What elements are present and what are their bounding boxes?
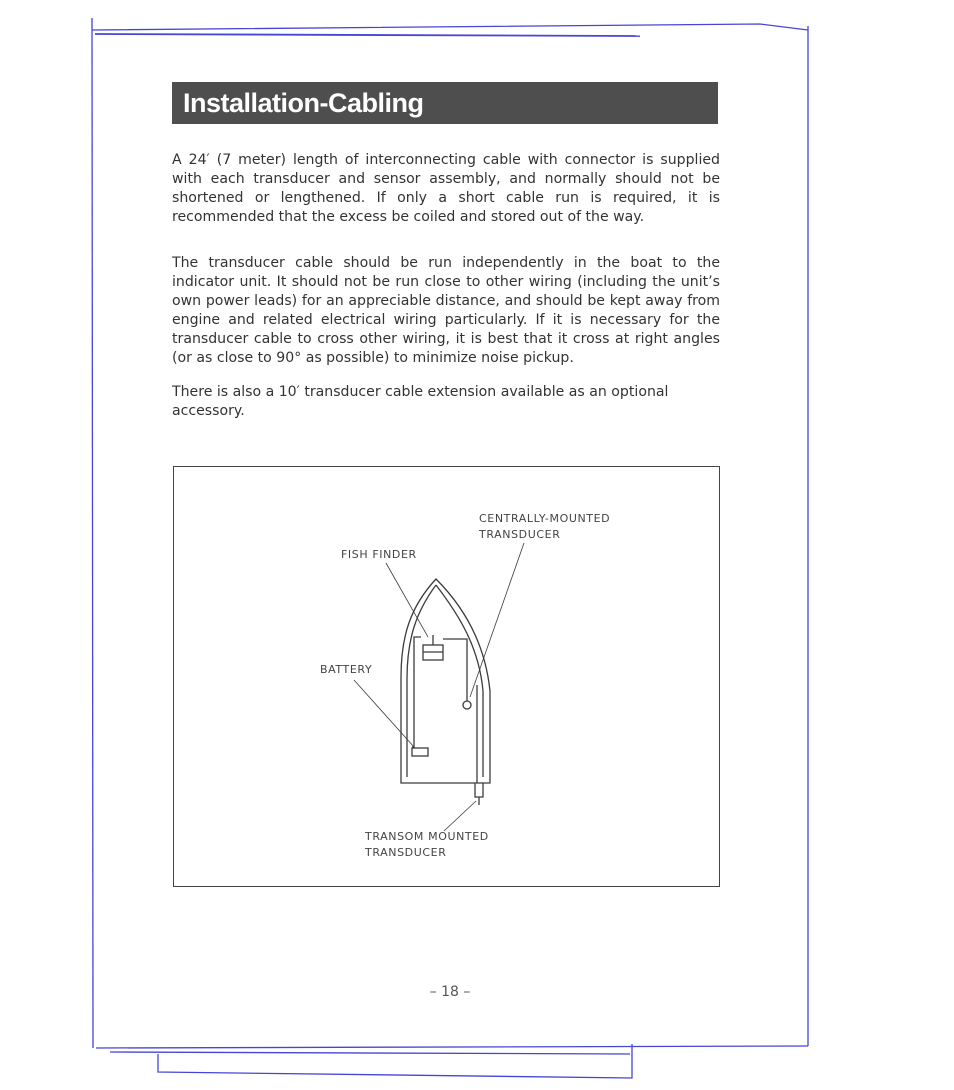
boat-wiring-diagram [173, 466, 720, 887]
label-fish-finder: FISH FINDER [341, 548, 417, 561]
transom-transducer [475, 783, 483, 797]
paragraph-cable-routing: The transducer cable should be run independently in the boat to the indicator unit. It should not be run close to other wiring (including the unit’s own power leads) for an appreciable distance, and should be kept away from engine and related electrical wiring particularly. If it is necessary for the transducer cable to cross other wiring, it is best that it cross at right angles (or as close to 90° as possible) to minimize noise pickup. [172, 255, 720, 366]
label-transom-mounted: TRANSOM MOUNTED [365, 830, 489, 843]
paragraph-cable-length: A 24′ (7 meter) length of interconnecting cable with connector is supplied with each transducer and sensor assembly, and normally should not be shortened or lengthened. If only a short cable run is required, it is recommended that the excess be coiled and stored out of the way. [172, 152, 720, 225]
page-number: – 18 – [429, 984, 471, 1000]
label-centrally-mounted: CENTRALLY-MOUNTED [479, 512, 611, 525]
label-centrally-mounted-transducer: TRANSDUCER [479, 528, 561, 541]
label-battery: BATTERY [320, 663, 373, 676]
boat-outline-drawing [174, 467, 721, 888]
leader-fish-finder [386, 563, 428, 637]
paragraph-extension: There is also a 10′ transducer cable extension available as an optional accessory. [172, 384, 669, 419]
transducer-cable [443, 639, 467, 685]
leader-transom [444, 801, 476, 831]
central-transducer [463, 701, 471, 709]
label-transom-transducer: TRANSDUCER [365, 846, 447, 859]
leader-central [470, 543, 524, 697]
section-title: Installation-Cabling [172, 82, 718, 124]
battery [412, 748, 428, 756]
leader-battery [354, 680, 414, 747]
